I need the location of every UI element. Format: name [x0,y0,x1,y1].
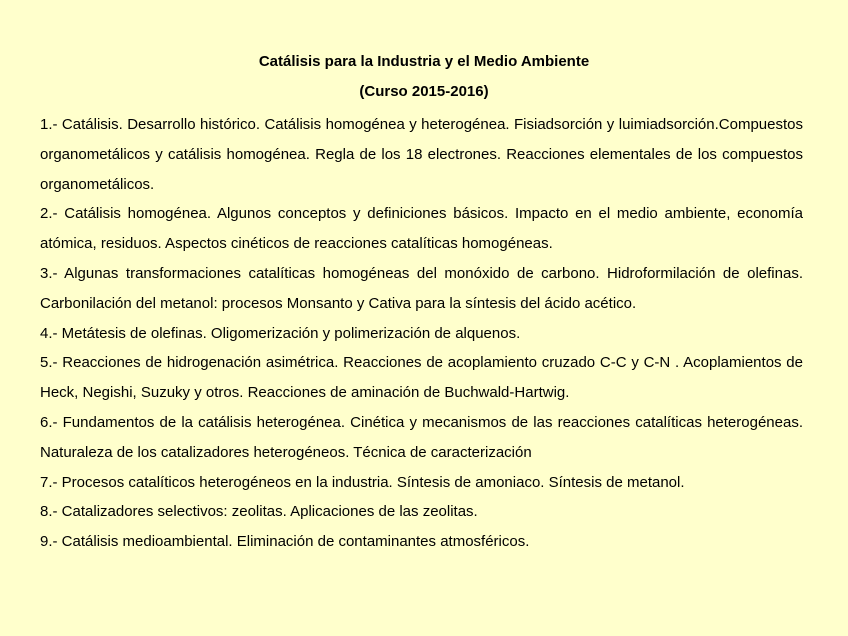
topic-item: 3.- Algunas transformaciones catalíticas homogéneas del monóxido de carbono. Hidroformilación de olefinas. Carbonilación del metanol: procesos Monsanto y Cativa para la síntesis del ácido acético. [40,264,803,312]
topic-item: 1.- Catálisis. Desarrollo histórico. Catálisis homogénea y heterogénea. Fisiadsorción y luimiadsorción.Compuestos organometálicos y catálisis homogénea. Regla de los 18 electrones. Reacciones elementales de los compuestos organometálicos. [40,116,803,193]
topic-item: 2.- Catálisis homogénea. Algunos conceptos y definiciones básicos. Impacto en el medio ambiente, economía atómica, residuos. Aspectos cinéticos de reacciones catalíticas homogéneas. [40,205,803,253]
topic-item: 8.- Catalizadores selectivos: zeolitas. Aplicaciones de las zeolitas. [40,503,478,521]
topic-item: 7.- Procesos catalíticos heterogéneos en la industria. Síntesis de amoniaco. Síntesis de metanol. [40,473,685,491]
topic-item: 5.- Reacciones de hidrogenación asimétrica. Reacciones de acoplamiento cruzado C-C y C-N . Acoplamientos de Heck, Negishi, Suzuky y otros. Reacciones de aminación de Buchwald-Hartwig. [40,354,803,402]
topic-item: 9.- Catálisis medioambiental. Eliminación de contaminantes atmosféricos. [40,533,530,551]
topic-list [40,110,803,557]
topic-item: 6.- Fundamentos de la catálisis heterogénea. Cinética y mecanismos de las reacciones catalíticas heterogéneas. Naturaleza de los catalizadores heterogéneos. Técnica de caracterización [40,413,803,461]
topic-item: 4.- Metátesis de olefinas. Oligomerización y polimerización de alquenos. [40,324,521,342]
course-title: Catálisis para la Industria y el Medio Ambiente [258,53,590,70]
course-year: (Curso 2015-2016) [359,83,489,100]
